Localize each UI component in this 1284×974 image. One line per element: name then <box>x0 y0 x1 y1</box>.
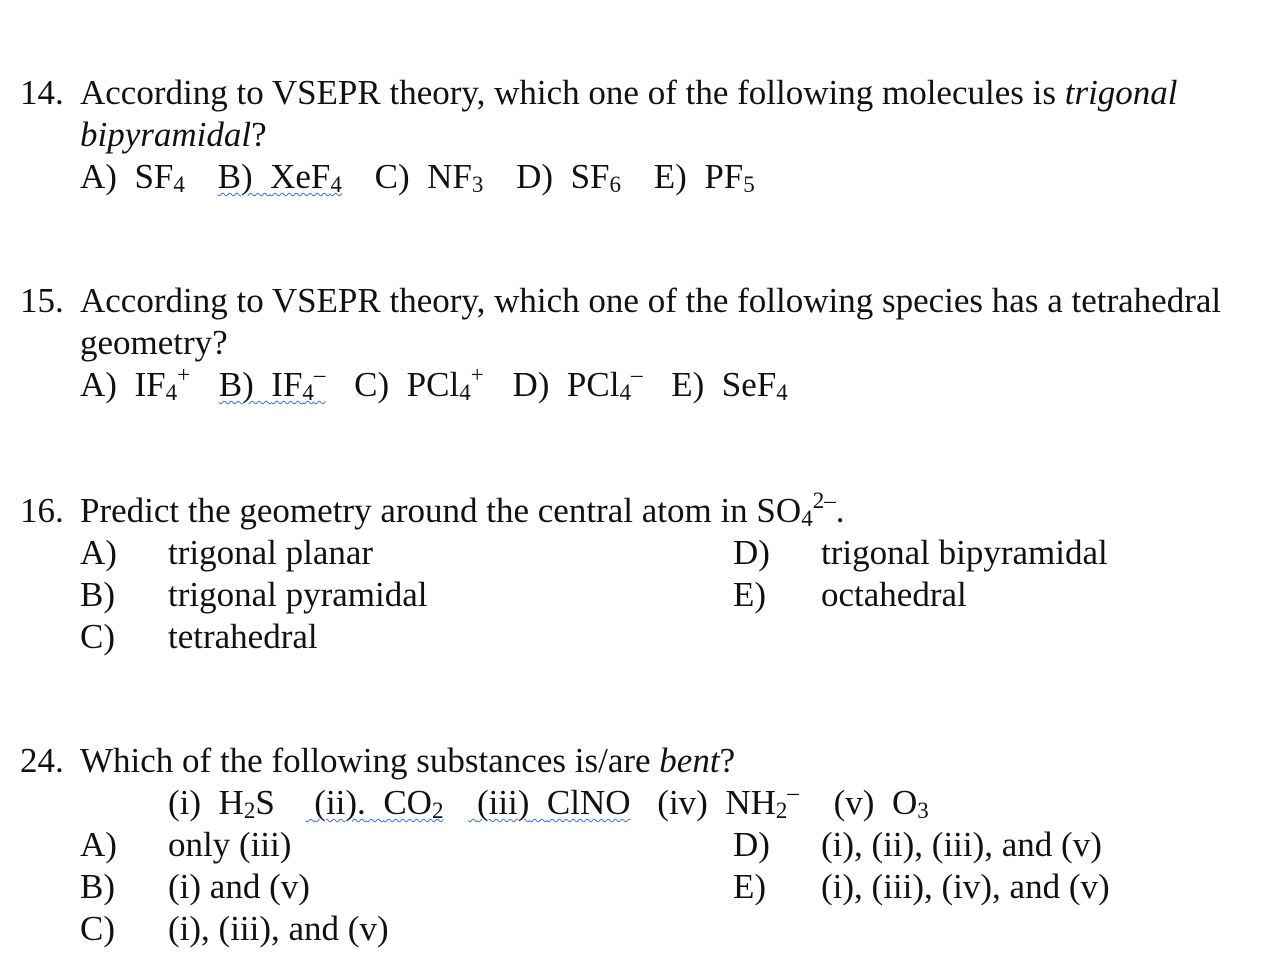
choice-d: D) trigonal bipyramidal <box>733 533 1108 572</box>
question-15-stem-cont: geometry? <box>80 323 228 362</box>
substance-i: (i) $H_2S$ <box>168 783 275 823</box>
question-number: 24. <box>20 741 64 780</box>
choice-a: A) $IF_4^+$ <box>80 362 191 405</box>
question-15-choices <box>20 364 1221 406</box>
choice-b: B) (i) and (v) <box>80 867 310 906</box>
choice-e: E) $PF_5$ <box>653 157 755 197</box>
choice-e: E) SeF$_4$ <box>671 365 788 405</box>
question-number: 15. <box>20 281 64 320</box>
choice-c: C) PCl$_4$+ <box>354 362 484 405</box>
choice-e: E) (i), (iii), (iv), and (v) <box>733 867 1110 906</box>
substance-iv: (iv) $NH_2^-$ <box>657 780 799 823</box>
choice-e: E) octahedral <box>733 575 967 614</box>
choice-a: A) trigonal planar <box>80 533 374 572</box>
question-14-stem: 14. According to VSEPR theory, which one of the following molecules is trigonal <box>20 73 1178 112</box>
choice-c: C) $NF_3$ <box>374 157 484 197</box>
substance-iii: (iii) ClNO <box>476 783 631 822</box>
question-15-stem: 15. According to VSEPR theory, which one of the following species has a tetrahedral <box>20 281 1222 320</box>
question-14-choices <box>20 156 1178 198</box>
choice-d: D) $SF_6$ <box>516 157 622 197</box>
choice-b: B) trigonal pyramidal <box>80 575 428 614</box>
question-14 <box>20 72 1178 198</box>
question-16 <box>20 490 844 532</box>
substance-v: (v) $O_3$ <box>833 783 929 823</box>
question-24-stem: 24. Which of the following substances is/are bent? <box>20 741 736 780</box>
choice-c: C) (i), (iii), and (v) <box>80 909 389 948</box>
question-number: 16. <box>20 491 64 530</box>
question-24 <box>20 740 735 782</box>
substance-list <box>168 782 929 824</box>
choice-c: C) tetrahedral <box>80 617 318 656</box>
substance-ii: (ii). $CO_2$ <box>314 783 444 823</box>
choice-a: A) only (iii) <box>80 825 292 864</box>
choice-b: B) XeF$_4$ <box>217 157 342 197</box>
question-14-stem-cont: bipyramidal? <box>80 115 267 154</box>
choice-b: B) $IF_4^-$ <box>218 362 326 405</box>
question-15 <box>20 280 1221 406</box>
choice-a: A) $SF_4$ <box>80 157 185 197</box>
question-16-stem: 16. Predict the geometry around the central atom in $SO_4^{2-}$. <box>20 488 845 531</box>
choice-d: D) (i), (ii), (iii), and (v) <box>733 825 1102 864</box>
question-number: 14. <box>20 73 64 112</box>
choice-d: D) PCl$_4$– <box>512 362 643 405</box>
